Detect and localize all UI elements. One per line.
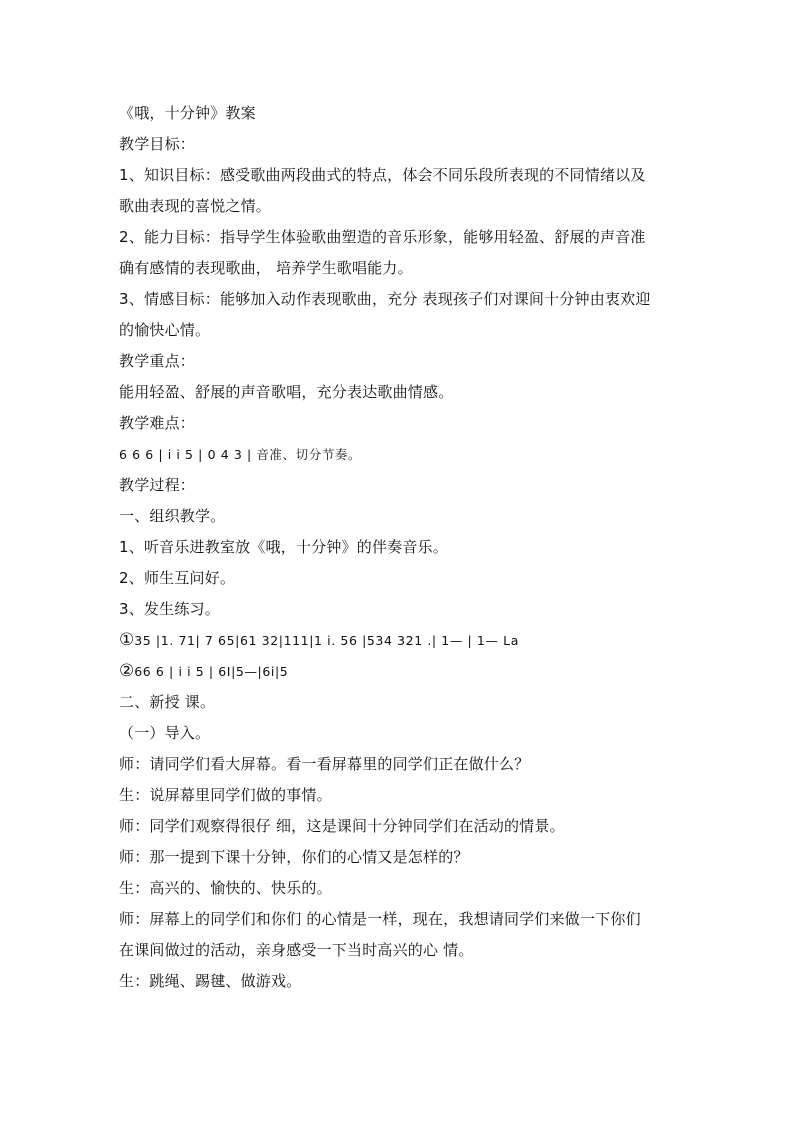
dialogue-line: 师：同学们观察得很仔 细，这是课间十分钟同学们在活动的情景。 <box>119 817 565 835</box>
document-body <box>119 98 679 997</box>
dialogue-line: 师：请同学们看大屏幕。看一看屏幕里的同学们正在做什么？ <box>119 755 530 773</box>
document-title: 《哦，十分钟》教案 <box>119 104 256 122</box>
circled-number-1: ① <box>119 630 135 650</box>
dialogue-line: 师：屏幕上的同学们和你们 的心情是一样，现在，我想请同学们来做一下你们 <box>119 910 641 928</box>
paragraph-line: 2、能力目标：指导学生体验歌曲塑造的音乐形象，能够用轻盈、舒展的声音准 <box>119 228 646 246</box>
paragraph-line: 3、情感目标：能够加入动作表现歌曲，充分 表现孩子们对课间十分钟由衷欢迎 <box>119 290 651 308</box>
paragraph-line: 的愉快心情。 <box>119 321 211 339</box>
paragraph-line: 确有感情的表现歌曲， 培养学生歌唱能力。 <box>119 259 413 277</box>
notation-line: 6 6 6 | i i 5 | 0 4 3 | 音准、切分节奏。 <box>119 447 362 462</box>
paragraph-line: 2、师生互问好。 <box>119 569 236 587</box>
section-heading-difficulties: 教学难点： <box>119 414 196 432</box>
paragraph-line: 歌曲表现的喜悦之情。 <box>119 197 272 215</box>
dialogue-line: 在课间做过的活动，亲身感受一下当时高兴的心 情。 <box>119 941 474 959</box>
paragraph-line: 一、组织教学。 <box>119 507 226 525</box>
paragraph-line: 二、新授 课。 <box>119 693 216 711</box>
paragraph-line: 能用轻盈、舒展的声音歌唱，充分表达歌曲情感。 <box>119 383 454 401</box>
notation-text: 35 |1. 71| 7 65|61 32|111|1 i. 56 |534 321 .| 1— | 1— La <box>134 633 519 648</box>
notation-exercise-2 <box>119 656 679 687</box>
paragraph-line: 3、发生练习。 <box>119 600 220 618</box>
notation-exercise-1 <box>119 625 679 656</box>
section-heading-objectives: 教学目标： <box>119 135 196 153</box>
paragraph-line: 1、知识目标：感受歌曲两段曲式的特点，体会不同乐段所表现的不同情绪以及 <box>119 166 646 184</box>
dialogue-line: 师：那一提到下课十分钟，你们的心情又是怎样的？ <box>119 848 469 866</box>
paragraph-line: （一）导入。 <box>119 724 211 742</box>
notation-text: 66 6 | i i 5 | 6I|5—|6i|5 <box>134 664 289 679</box>
circled-number-2: ② <box>119 661 135 681</box>
section-heading-key-points: 教学重点： <box>119 352 196 370</box>
paragraph-line: 1、听音乐进教室放《哦，十分钟》的伴奏音乐。 <box>119 538 448 556</box>
dialogue-line: 生：跳绳、踢毽、做游戏。 <box>119 972 302 990</box>
section-heading-process: 教学过程： <box>119 476 196 494</box>
dialogue-line: 生：高兴的、愉快的、快乐的。 <box>119 879 332 897</box>
dialogue-line: 生：说屏幕里同学们做的事情。 <box>119 786 332 804</box>
